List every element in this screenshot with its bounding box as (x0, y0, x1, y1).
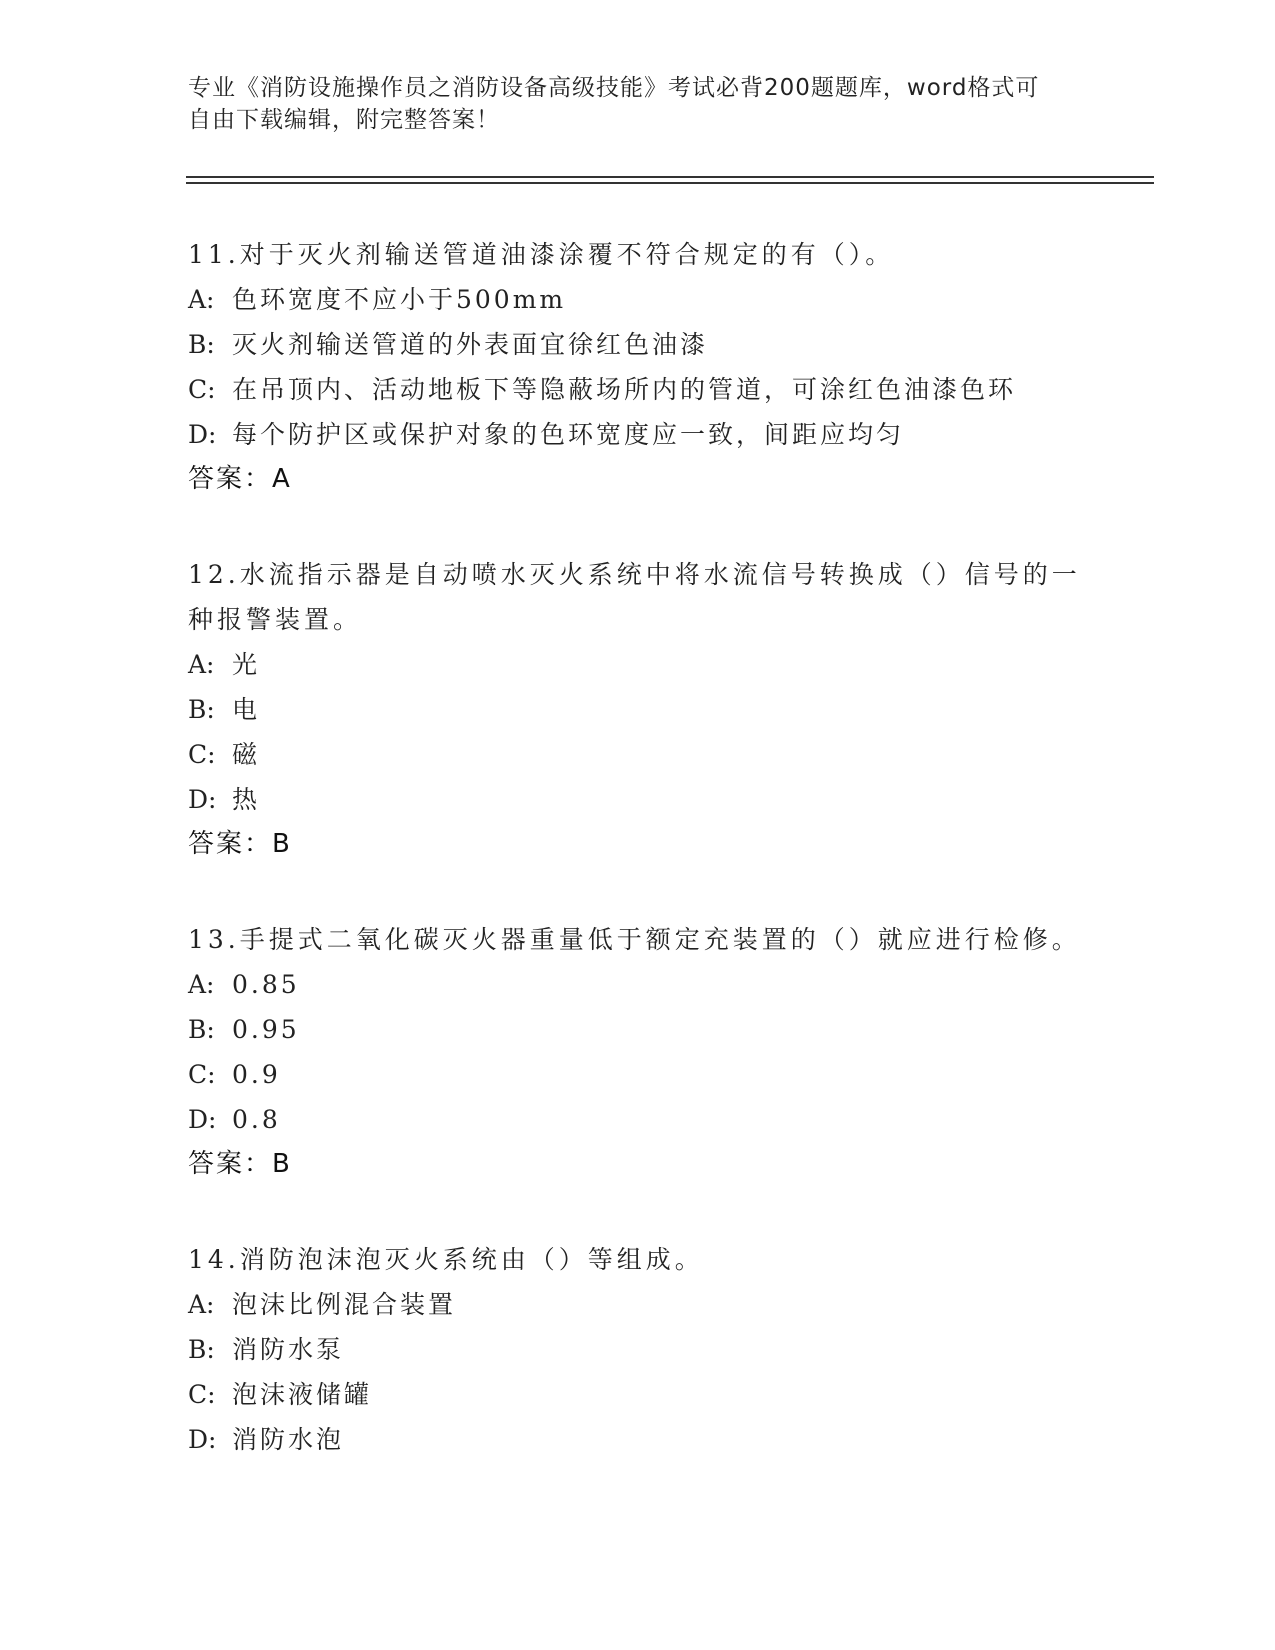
question-stem: 14.消防泡沫泡灭火系统由（）等组成。 (188, 1245, 704, 1274)
question-stem: 12.水流指示器是自动喷水灭火系统中将水流信号转换成（）信号的一种报警装置。 (188, 560, 1081, 634)
option-text: 泡沫液储罐 (232, 1380, 373, 1409)
option-label: A: (188, 285, 215, 314)
option-b (188, 1007, 1088, 1052)
question-stem: 13.手提式二氧化碳灭火器重量低于额定充装置的（）就应进行检修。 (188, 925, 1081, 954)
option-a (188, 962, 1088, 1007)
option-c (188, 1372, 1088, 1417)
option-b (188, 687, 1088, 732)
option-label: B: (188, 1015, 215, 1044)
option-label: C: (188, 1380, 216, 1409)
option-text: 电 (232, 695, 261, 724)
option-label: D: (188, 1105, 217, 1134)
option-text: 0.9 (232, 1060, 281, 1089)
option-label: A: (188, 1290, 215, 1319)
option-text: 0.8 (232, 1105, 281, 1134)
option-label: C: (188, 1060, 216, 1089)
question-14 (188, 1237, 1088, 1462)
option-b (188, 322, 1088, 367)
option-text: 在吊顶内、活动地板下等隐蔽场所内的管道，可涂红色油漆色环 (232, 375, 1017, 404)
option-text: 消防水泡 (232, 1425, 345, 1454)
option-text: 热 (232, 785, 261, 814)
option-text: 光 (232, 650, 261, 679)
option-label: D: (188, 1425, 217, 1454)
option-text: 色环宽度不应小于500mm (232, 285, 567, 314)
option-a (188, 642, 1088, 687)
answer: 答案：A (188, 464, 292, 494)
question-13 (188, 917, 1088, 1187)
option-text: 磁 (232, 740, 261, 769)
option-label: B: (188, 1335, 215, 1364)
option-label: A: (188, 650, 215, 679)
option-a (188, 1282, 1088, 1327)
header-divider-top (186, 176, 1154, 178)
option-text: 消防水泵 (232, 1335, 345, 1364)
option-label: B: (188, 330, 215, 359)
option-d (188, 412, 1088, 457)
option-label: C: (188, 375, 216, 404)
option-label: D: (188, 420, 217, 449)
option-text: 泡沫比例混合装置 (232, 1290, 457, 1319)
option-b (188, 1327, 1088, 1372)
option-label: D: (188, 785, 217, 814)
option-c (188, 1052, 1088, 1097)
option-d (188, 777, 1088, 822)
option-c (188, 732, 1088, 777)
header-divider-bottom (186, 182, 1154, 184)
document-header (188, 72, 1088, 136)
option-text: 0.95 (232, 1015, 300, 1044)
header-line-2: 自由下载编辑，附完整答案！ (188, 107, 500, 133)
header-line-1: 专业《消防设施操作员之消防设备高级技能》考试必背200题题库，word格式可 (188, 75, 1040, 101)
question-12 (188, 552, 1088, 867)
answer: 答案：B (188, 1149, 292, 1179)
option-d (188, 1417, 1088, 1462)
option-d (188, 1097, 1088, 1142)
question-11 (188, 232, 1088, 502)
answer: 答案：B (188, 829, 292, 859)
option-text: 0.85 (232, 970, 300, 999)
option-text: 每个防护区或保护对象的色环宽度应一致，间距应均匀 (232, 420, 905, 449)
option-label: A: (188, 970, 215, 999)
question-list (188, 232, 1088, 1462)
option-a (188, 277, 1088, 322)
question-stem: 11.对于灭火剂输送管道油漆涂覆不符合规定的有（）。 (188, 240, 895, 269)
option-text: 灭火剂输送管道的外表面宜徐红色油漆 (232, 330, 709, 359)
option-label: C: (188, 740, 216, 769)
option-label: B: (188, 695, 215, 724)
option-c (188, 367, 1088, 412)
